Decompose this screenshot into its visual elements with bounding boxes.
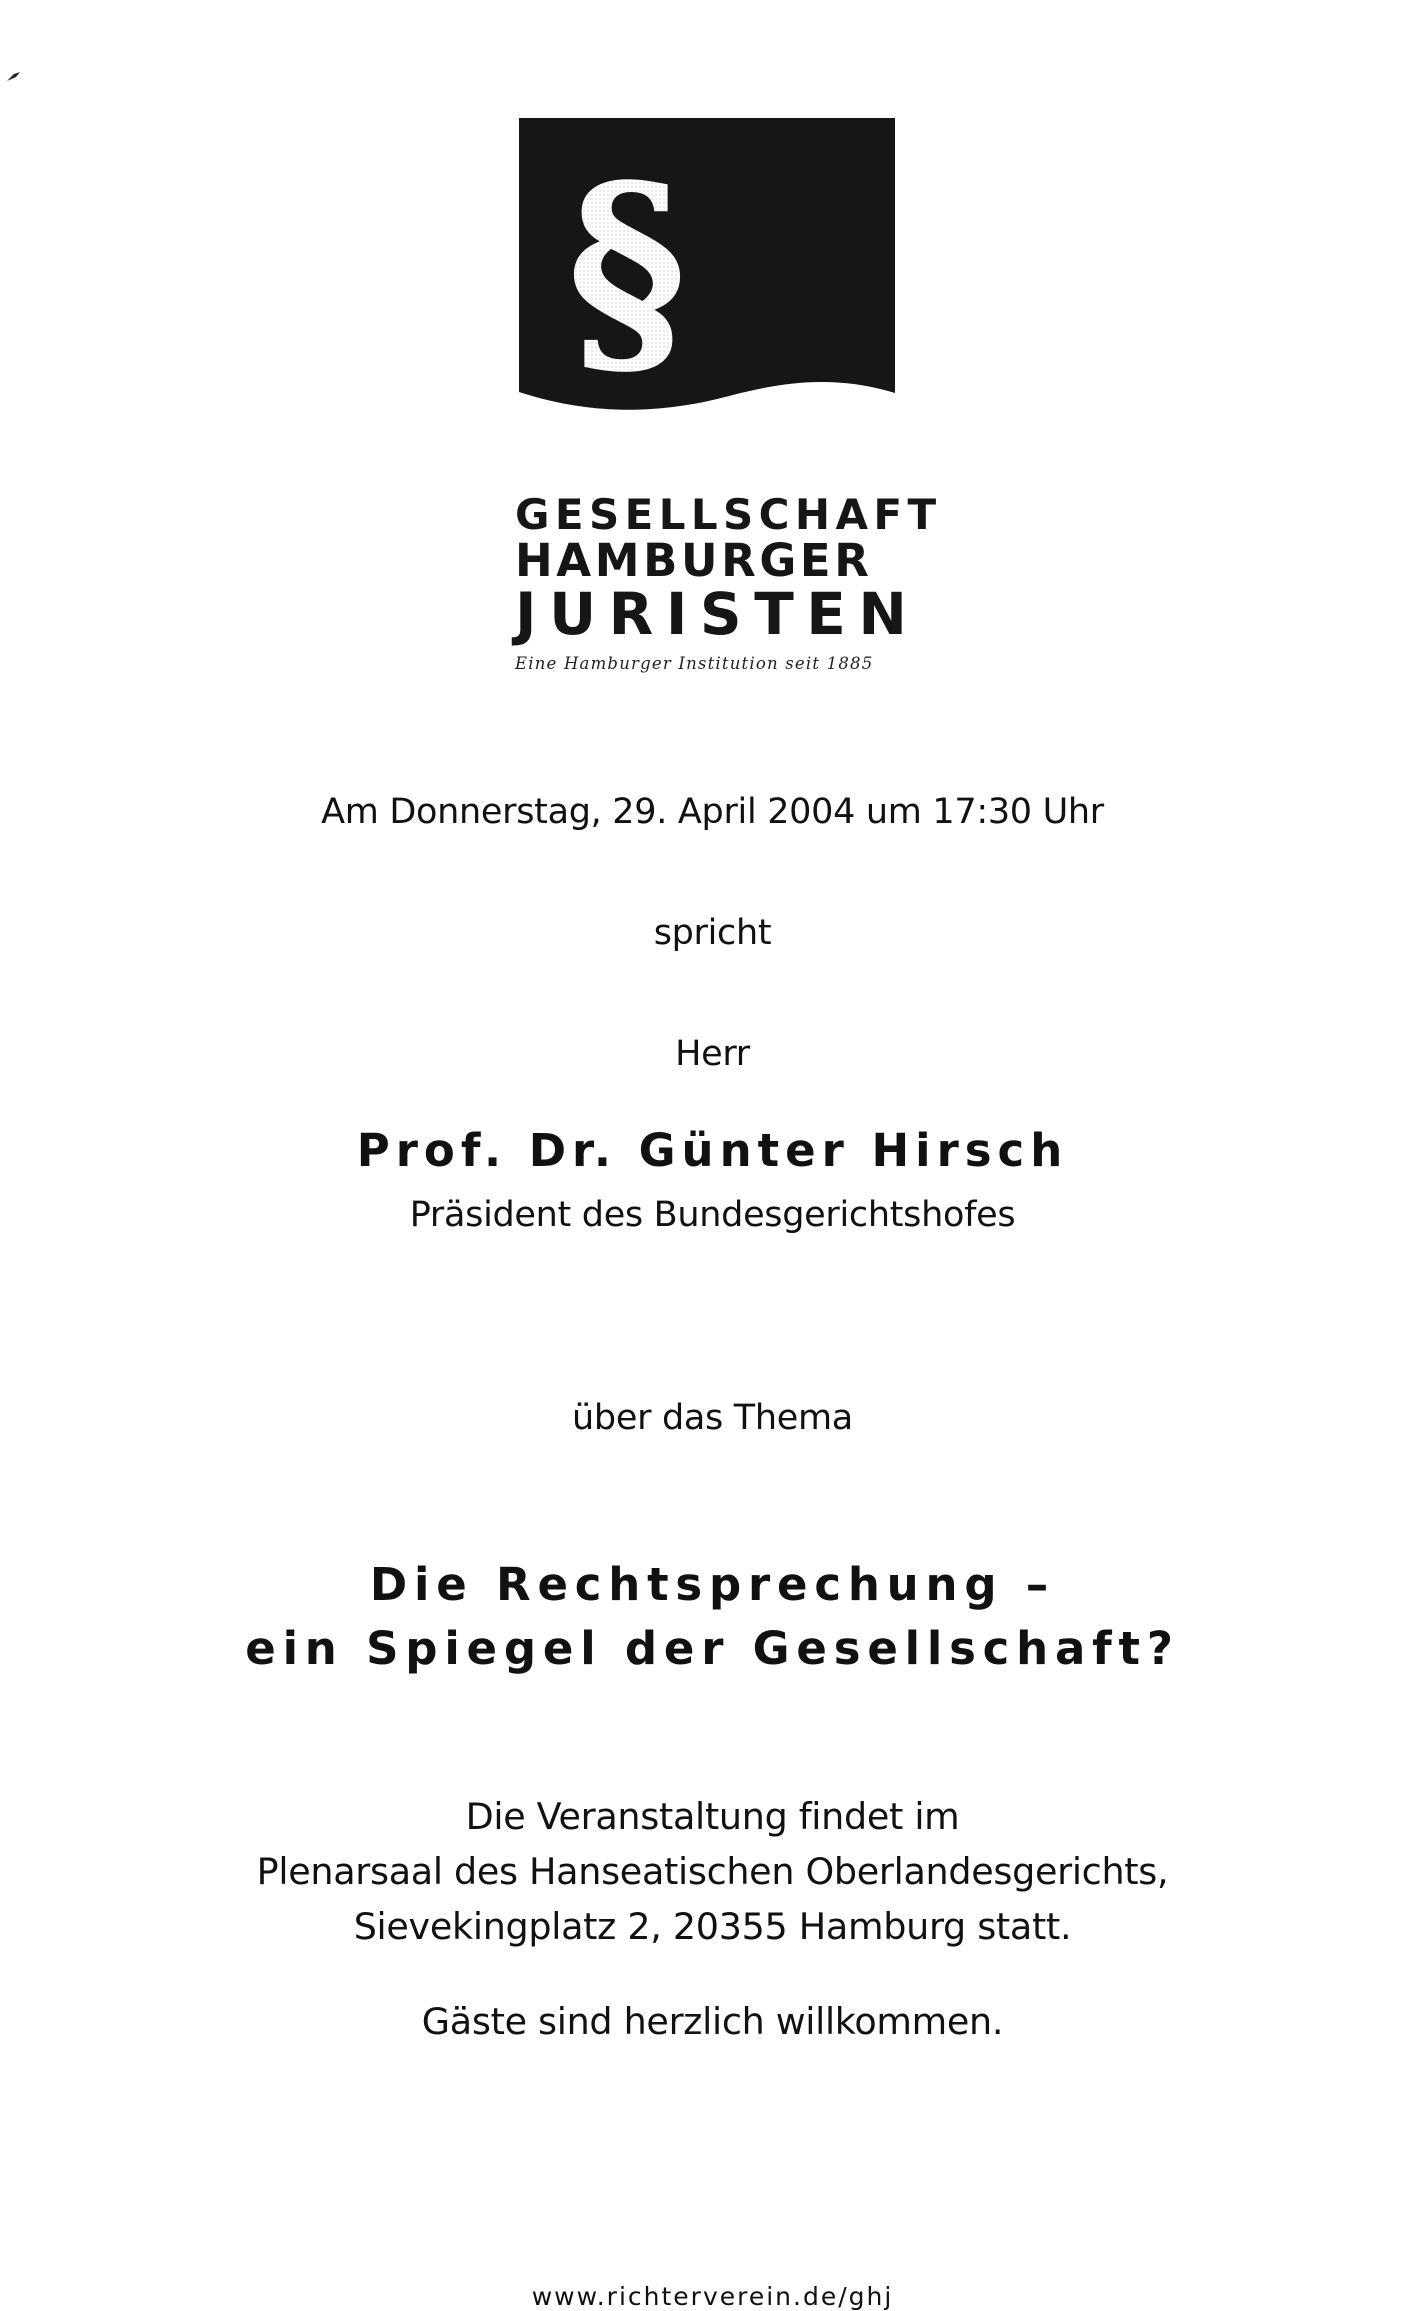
guests-welcome-line: Gäste sind herzlich willkommen. bbox=[421, 2000, 1004, 2043]
org-name-line-3: JURISTEN bbox=[515, 580, 920, 648]
logo-emblem bbox=[519, 118, 895, 415]
topic-intro: über das Thema bbox=[572, 1398, 853, 1438]
topic-title-line-1: Die Rechtsprechung – bbox=[369, 1558, 1056, 1611]
topic-title-line-2: ein Spiegel der Gesellschaft? bbox=[245, 1622, 1180, 1675]
venue-line-1: Die Veranstaltung findet im bbox=[465, 1795, 960, 1838]
org-tagline: Eine Hamburger Institution seit 1885 bbox=[515, 654, 874, 673]
event-date-line: Am Donnerstag, 29. April 2004 um 17:30 Uhr bbox=[321, 792, 1104, 832]
venue-line-2: Plenarsaal des Hanseatischen Oberlandesgerichts, bbox=[256, 1850, 1169, 1893]
corner-mark-icon bbox=[6, 68, 22, 84]
speaker-title: Präsident des Bundesgerichtshofes bbox=[409, 1195, 1016, 1235]
venue-line-3: Sievekingplatz 2, 20355 Hamburg statt. bbox=[353, 1905, 1072, 1948]
section-sign-icon: § bbox=[566, 135, 688, 405]
org-name-line-1: GESELLSCHAFT bbox=[515, 490, 942, 539]
org-name-line-2: HAMBURGER bbox=[515, 534, 873, 587]
website-link[interactable]: www.richterverein.de/ghj bbox=[531, 2282, 894, 2311]
salutation-line: Herr bbox=[675, 1034, 750, 1074]
verb-line: spricht bbox=[653, 913, 772, 953]
speaker-name: Prof. Dr. Günter Hirsch bbox=[356, 1124, 1069, 1177]
